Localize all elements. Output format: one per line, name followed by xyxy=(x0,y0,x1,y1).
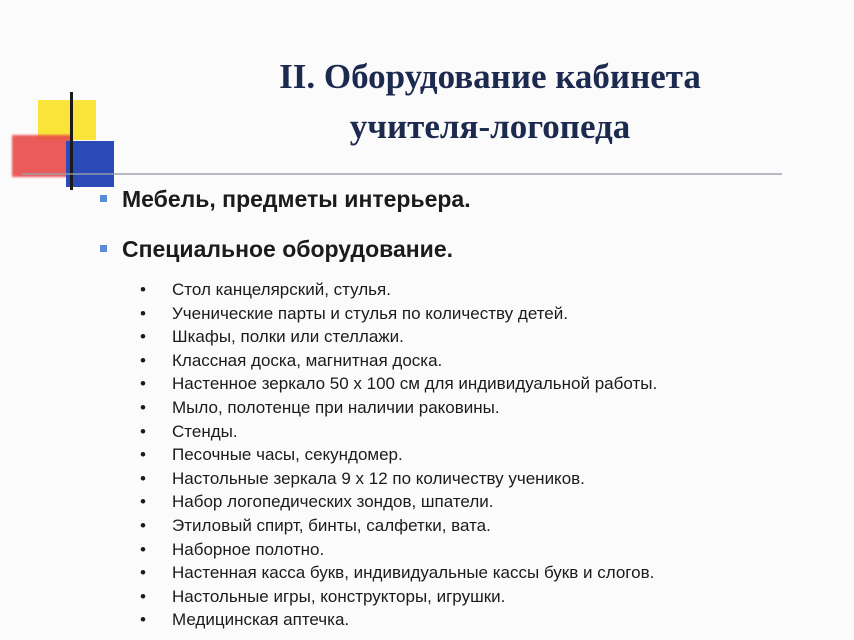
square-bullet-icon xyxy=(100,195,107,202)
decorative-red-square xyxy=(12,135,72,177)
list-item-label: Медицинская аптечка. xyxy=(172,610,350,630)
list-item-label: Набор логопедических зондов, шпатели. xyxy=(172,492,494,512)
bullet-icon: • xyxy=(140,563,146,583)
list-item-label: Ученические парты и стулья по количеству детей. xyxy=(172,303,568,323)
list-item xyxy=(138,349,657,373)
bullet-icon: • xyxy=(140,468,146,488)
section-list xyxy=(100,236,453,264)
bullet-icon: • xyxy=(140,397,146,417)
bullet-icon: • xyxy=(140,586,146,606)
list-item xyxy=(138,302,657,326)
list-item xyxy=(138,514,657,538)
list-item xyxy=(138,538,657,562)
list-item-label: Настольные игры, конструкторы, игрушки. xyxy=(172,586,506,606)
list-item xyxy=(138,420,657,444)
title-divider-line xyxy=(22,173,782,175)
bullet-icon: • xyxy=(140,421,146,441)
list-item-label: Настенное зеркало 50 х 100 см для индивидуальной работы. xyxy=(172,374,658,394)
list-item-label: Шкафы, полки или стеллажи. xyxy=(172,327,404,347)
list-item xyxy=(138,372,657,396)
list-item xyxy=(138,608,657,632)
section-label: Мебель, предметы интерьера. xyxy=(122,186,471,212)
section-item xyxy=(100,236,453,264)
list-item-label: Настольные зеркала 9 х 12 по количеству учеников. xyxy=(172,468,585,488)
bullet-icon: • xyxy=(140,492,146,512)
list-item xyxy=(138,561,657,585)
title-line-2: учителя-логопеда xyxy=(349,107,631,146)
list-item xyxy=(138,467,657,491)
section-label: Специальное оборудование. xyxy=(122,236,453,262)
bullet-icon: • xyxy=(140,539,146,559)
equipment-list xyxy=(138,278,657,632)
bullet-icon: • xyxy=(140,350,146,370)
list-item-label: Мыло, полотенце при наличии раковины. xyxy=(172,397,500,417)
list-item xyxy=(138,443,657,467)
bullet-icon: • xyxy=(140,610,146,630)
list-item-label: Наборное полотно. xyxy=(172,539,325,559)
slide-title xyxy=(150,52,830,152)
list-item xyxy=(138,490,657,514)
list-item-label: Песочные часы, секундомер. xyxy=(172,445,403,465)
list-item-label: Этиловый спирт, бинты, салфетки, вата. xyxy=(172,515,491,535)
bullet-icon: • xyxy=(140,327,146,347)
list-item xyxy=(138,325,657,349)
list-item xyxy=(138,396,657,420)
bullet-icon: • xyxy=(140,515,146,535)
list-item-label: Стенды. xyxy=(172,421,238,441)
bullet-icon: • xyxy=(140,280,146,299)
decorative-vertical-line xyxy=(70,92,73,190)
square-bullet-icon xyxy=(100,245,107,252)
section-list xyxy=(100,186,471,214)
list-item xyxy=(138,585,657,609)
bullet-icon: • xyxy=(140,374,146,394)
list-item-label: Классная доска, магнитная доска. xyxy=(172,350,443,370)
bullet-icon: • xyxy=(140,303,146,323)
decorative-yellow-square xyxy=(38,100,96,140)
list-item-label: Стол канцелярский, стулья. xyxy=(172,280,391,299)
title-line-1: II. Оборудование кабинета xyxy=(279,57,701,96)
decorative-blue-square xyxy=(66,141,114,187)
section-item xyxy=(100,186,471,214)
list-item-label: Настенная касса букв, индивидуальные кассы букв и слогов. xyxy=(172,563,655,583)
list-item xyxy=(138,278,657,302)
bullet-icon: • xyxy=(140,445,146,465)
